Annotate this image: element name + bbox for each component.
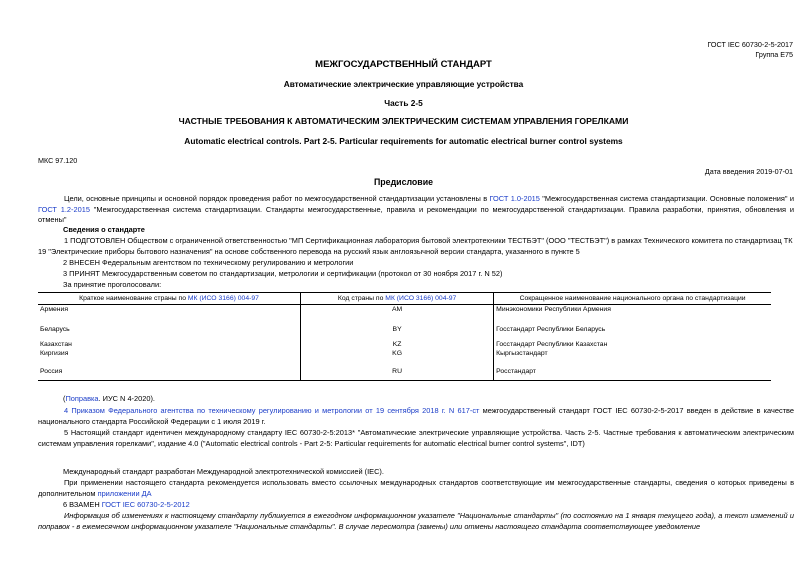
cell-code: RU — [301, 361, 494, 381]
cell-body: Росстандарт — [494, 361, 771, 381]
cell-country: Армения — [40, 306, 68, 313]
item-4-text: межгосударственный стандарт ГОСТ IEC 60730-2-5-2017 введен в действие в качестве национального стандарта Российской Федерации с 1 июля 2019 г. — [38, 406, 794, 426]
item-6-replaces — [38, 500, 807, 511]
table-row — [38, 305, 771, 318]
cell-country: Казахстан — [40, 341, 72, 348]
link-gost-1-2[interactable]: ГОСТ 1.2-2015 — [38, 204, 90, 214]
table-row — [38, 317, 771, 334]
header-text: Код страны по — [337, 295, 386, 302]
application-note — [38, 478, 794, 499]
link-mk-iso[interactable]: МК (ИСО 3166) 004-97 — [187, 295, 259, 302]
link-order-617[interactable]: 4 Приказом Федерального агентства по техническому регулированию и метрологии от 19 сентября 2018 г. N 617-ст — [64, 406, 480, 415]
standard-part: Часть 2-5 — [384, 98, 423, 108]
foreword-text: Цели, основные принципы и основной порядок проведения работ по межгосударственной стандартизации установлены в — [64, 194, 490, 203]
standard-title-ru: Автоматические электрические управляющие устройства — [283, 79, 524, 89]
table-header-row — [38, 293, 771, 305]
mks-code: МКС 97.120 — [38, 156, 78, 165]
countries-table — [38, 292, 771, 381]
cell-country: Беларусь — [40, 326, 70, 333]
foreword-text: "Межгосударственная система стандартизации. Стандарты межгосударственные, правила и рекомендации по межгосударственной стандартизации. Правила разработки, принятия, обновления и отмены" — [38, 204, 794, 224]
changes-info: Информация об изменениях к настоящему стандарту публикуется в ежегодном информационном указателе "Национальные стандарты" (по состоянию на 1 января текущего года), а текст изменений и поправок - в ежемесячном информационном указателе "Национальные стандарты". В случае пересмотра (замены) или отмены настоящего стандарта соответствующее уведомление — [38, 511, 794, 531]
item-5-identical: 5 Настоящий стандарт идентичен международному стандарту IEC 60730-2-5:2013* "Автоматические электрические управляющие устройства. Часть 2-5. Частные требования к автоматическим электрическим системам управления горелками", издание 4.0 ("Automatic electrical controls - Part 2-5: Particular requirements for automatic electrical burner control systems", IDT) — [38, 428, 794, 448]
header-country — [38, 293, 301, 305]
table-row — [38, 349, 771, 361]
link-mk-iso[interactable]: МК (ИСО 3166) 004-97 — [385, 295, 457, 302]
link-annex-da[interactable]: приложении ДА — [97, 488, 152, 498]
cell-body: Кыргызстандарт — [494, 349, 771, 361]
item-6-text: 6 ВЗАМЕН — [63, 500, 102, 509]
table-row — [38, 334, 771, 349]
cell-body: Госстандарт Республики Беларусь — [494, 317, 771, 334]
international-standard-note: Международный стандарт разработан Международной электротехнической комиссией (IEC). — [63, 467, 384, 476]
cell-code: BY — [301, 317, 494, 334]
item-3-adopted: 3 ПРИНЯТ Межгосударственным советом по стандартизации, метрологии и сертификации (протокол от 30 ноября 2017 г. N 52) — [63, 269, 503, 278]
foreword-text: "Межгосударственная система стандартизации. Основные положения" и — [539, 194, 795, 203]
cell-code: AM — [301, 305, 494, 318]
header-text: Краткое наименование страны по — [79, 295, 188, 302]
cell-country: Россия — [38, 361, 301, 381]
cell-body: Госстандарт Республики Казахстан — [494, 334, 771, 349]
foreword-paragraph — [38, 194, 794, 226]
cell-code: KG — [301, 349, 494, 361]
standard-subtitle-ru: ЧАСТНЫЕ ТРЕБОВАНИЯ К АВТОМАТИЧЕСКИМ ЭЛЕКТРИЧЕСКИМ СИСТЕМАМ УПРАВЛЕНИЯ ГОРЕЛКАМИ — [178, 116, 629, 126]
voted-label: За принятие проголосовали: — [63, 280, 162, 289]
link-amendment[interactable]: Поправка — [65, 394, 99, 403]
standard-title-en: Automatic electrical controls. Part 2-5. Particular requirements for automatic electrical burner control systems — [184, 136, 623, 146]
application-text: При применении настоящего стандарта рекомендуется использовать вместо ссылочных международных стандартов соответствующие им межгосударственные стандарты, сведения о которых приведены в дополнительном — [38, 478, 794, 498]
doc-group: Группа Е75 — [755, 50, 793, 59]
cell-body: Минэкономики Республики Армения — [494, 305, 771, 318]
link-gost-2012[interactable]: ГОСТ IEC 60730-2-5-2012 — [101, 500, 190, 509]
amendment-note — [38, 394, 807, 405]
link-gost-1-0[interactable]: ГОСТ 1.0-2015 — [489, 194, 540, 203]
cell-code: KZ — [301, 334, 494, 349]
standard-info-heading: Сведения о стандарте — [63, 225, 145, 234]
item-2-submitted: 2 ВНЕСЕН Федеральным агентством по техническому регулированию и метрологии — [63, 258, 354, 267]
item-4-order — [38, 406, 794, 427]
header-body: Сокращенное наименование национального органа по стандартизации — [494, 293, 771, 305]
standard-type: МЕЖГОСУДАРСТВЕННЫЙ СТАНДАРТ — [315, 59, 492, 70]
doc-number: ГОСТ IEC 60730-2-5-2017 — [707, 40, 793, 49]
amendment-open: ( — [63, 394, 66, 403]
header-code — [301, 293, 494, 305]
foreword-heading: Предисловие — [373, 177, 434, 187]
introduction-date: Дата введения 2019-07-01 — [704, 167, 793, 176]
amendment-text: . ИУС N 4-2020). — [98, 394, 155, 403]
table-row — [38, 361, 771, 381]
cell-country: Киргизия — [40, 350, 69, 357]
item-1-prepared: 1 ПОДГОТОВЛЕН Обществом с ограниченной ответственностью "МП Сертификационная лаборатория бытовой электротехники ТЕСТБЭТ" (ООО "ТЕСТБЭТ") в рамках Технического комитета по стандартизац ТК 19 "Электрические приборы бытового назначения" на основе собственного перевода на русский язык англоязычной версии стандарта, указанного в пункте 5 — [38, 236, 793, 256]
